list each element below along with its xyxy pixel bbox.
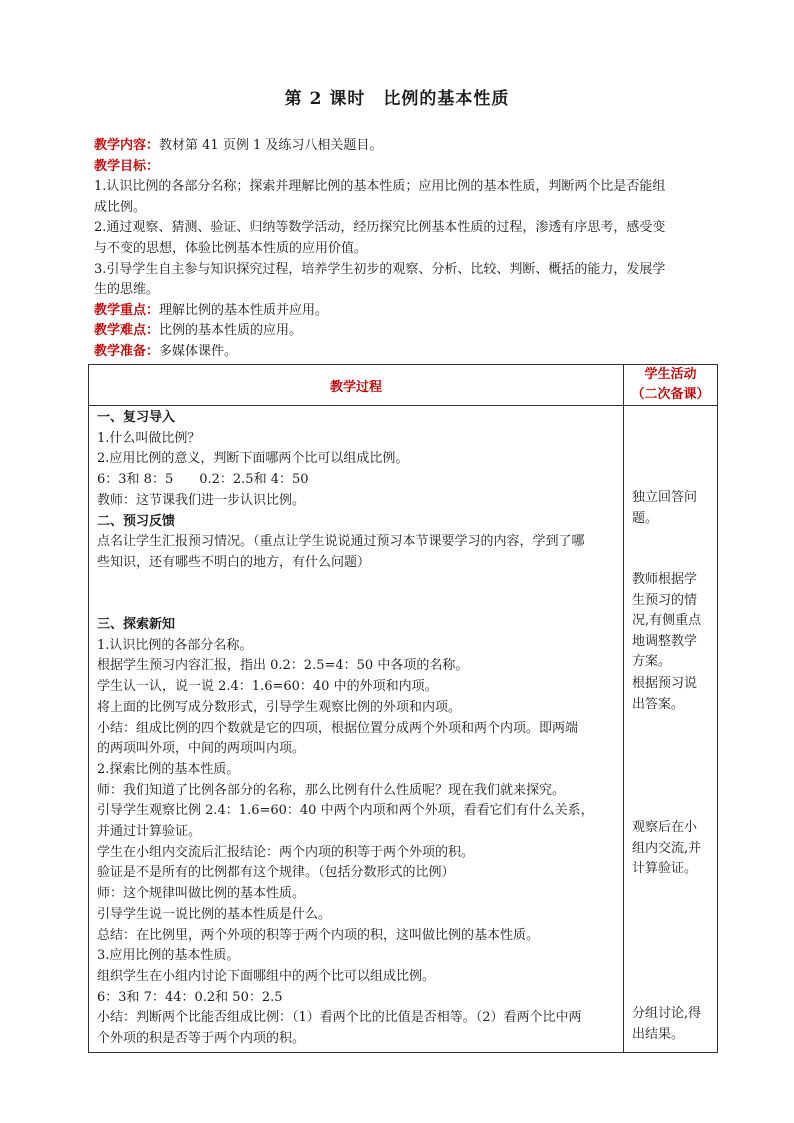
process-line: 3.应用比例的基本性质。 [97,948,240,964]
note-line: 生预习的情 [632,592,698,608]
process-line: 引导学生说一说比例的基本性质是什么。 [97,906,332,922]
difficulty-line [94,321,718,342]
process-line: 总结：在比例里，两个外项的积等于两个内项的积，这叫做比例的基本性质。 [97,927,540,943]
key-text: 理解比例的基本性质并应用。 [159,302,329,318]
prep-line [94,342,718,363]
process-header: 教学过程 [89,365,624,406]
activity-note-3 [632,674,714,715]
goal-line: 3.引导学生自主参与知识探究过程，培养学生初步的观察、分析、比较、判断、概括的能力，发展学 [94,261,666,277]
goal-line: 1.认识比例的各部分名称；探索并理解比例的基本性质；应用比例的基本性质，判断两个比是否能组 [94,179,666,195]
note-line: 地调整教学 [632,633,698,649]
note-line: 出答案。 [632,696,685,712]
content-label: 教学内容： [94,138,160,153]
note-line: 独立回答问 [632,490,698,505]
lesson-intro [94,136,718,363]
process-line: 师：这个规律叫做比例的基本性质。 [97,886,306,902]
note-line: 计算验证。 [632,861,698,877]
note-line: 组内交流,并 [632,840,702,856]
process-line: 组织学生在小组内讨论下面哪组中的两个比可以组成比例。 [97,968,436,984]
process-line: 6：3和 7：44：0.2和 50：2.5 [97,989,283,1005]
goal-line: 生的思维。 [94,282,160,298]
goal-line: 与不变的思想，体验比例基本性质的应用价值。 [94,240,368,256]
difficulty-text: 比例的基本性质的应用。 [159,323,303,339]
activity-header-line2: （二次备课） [631,387,710,402]
process-line: 引导学生观察比例 2.4：1.6=60：40 中两个内项和两个外项，看看它们有什么关系， [97,803,594,819]
note-line: 况,有侧重点 [632,613,702,629]
note-line: 出结果。 [632,1026,685,1042]
content-line [94,136,718,157]
note-line: 分组讨论,得 [632,1006,702,1021]
section-heading: 三、探索新知 [97,617,176,633]
process-line: 6：3和 8：5 0.2：2.5和 4：50 [97,472,309,488]
note-line: 观察后在小 [632,820,698,835]
activity-note-1 [632,488,714,529]
activity-header [624,365,718,406]
key-line [94,301,718,322]
process-line: 师：我们知道了比例各部分的名称，那么比例有什么性质呢？现在我们就来探究。 [97,782,566,798]
process-line: 个外项的积是否等于两个内项的积。 [97,1031,306,1047]
process-line: 根据学生预习内容汇报，指出 0.2：2.5=4：50 中各项的名称。 [97,658,469,674]
activity-note-2 [632,570,714,673]
process-line: 教师：这节课我们进一步认识比例。 [97,492,306,508]
lesson-title: 第 2 课时 比例的基本性质 [284,89,510,109]
process-line: 2.探索比例的基本性质。 [97,761,240,777]
note-line: 方案。 [632,654,672,670]
process-line: 小结：判断两个比能否组成比例：（1）看两个比的比值是否相等。（2）看两个比中两 [97,1010,582,1026]
process-line: 将上面的比例写成分数形式，引导学生观察比例的外项和内项。 [97,699,462,715]
note-line: 题。 [632,510,659,526]
prep-text: 多媒体课件。 [159,343,238,359]
process-line: 2.应用比例的意义，判断下面哪两个比可以组成比例。 [97,451,409,467]
process-line: 的两项叫外项，中间的两项叫内项。 [97,741,306,757]
blank-line [97,594,619,615]
activity-note-5 [632,1004,714,1045]
prep-label: 教学准备： [94,343,160,359]
process-line: 1.认识比例的各部分名称。 [97,637,253,653]
goal-line: 2.通过观察、猜测、验证、归纳等数学活动，经历探究比例基本性质的过程，渗透有序思考，感受变 [94,220,666,236]
goal-line: 成比例。 [94,199,147,215]
process-line: 1.什么叫做比例？ [97,430,201,446]
goals-label: 教学目标： [94,158,160,174]
table-header-row [89,365,718,406]
activity-note-4 [632,818,714,880]
teaching-process-table [88,364,718,1053]
difficulty-label: 教学难点： [94,323,160,339]
content-text: 教材第 41 页例 1 及练习八相关题目。 [159,138,383,153]
key-label: 教学重点： [94,302,160,318]
section-heading: 一、复习导入 [97,410,176,425]
process-line: 学生在小组内交流后汇报结论：两个内项的积等于两个外项的积。 [97,844,475,860]
process-line: 并通过计算验证。 [97,824,202,840]
note-line: 根据预习说 [632,676,698,691]
process-line: 些知识，还有哪些不明白的地方，有什么问题） [97,554,371,570]
process-line: 点名让学生汇报预习情况。（重点让学生说说通过预习本节课要学习的内容，学到了哪 [97,534,585,550]
process-line: 小结：组成比例的四个数就是它的四项，根据位置分成两个外项和两个内项。即两端 [97,720,579,736]
goals-line [94,157,718,178]
note-line: 教师根据学 [632,572,698,587]
table-body-row [89,406,718,1053]
process-line: 学生认一认，说一说 2.4：1.6=60：40 中的外项和内项。 [97,679,438,695]
blank-line [97,574,619,595]
process-content [89,406,624,1053]
activity-header-line1: 学生活动 [644,367,697,382]
process-line: 验证是不是所有的比例都有这个规律。（包括分数形式的比例） [97,865,455,881]
section-heading: 二、预习反馈 [97,513,176,529]
activity-column [624,406,718,1053]
